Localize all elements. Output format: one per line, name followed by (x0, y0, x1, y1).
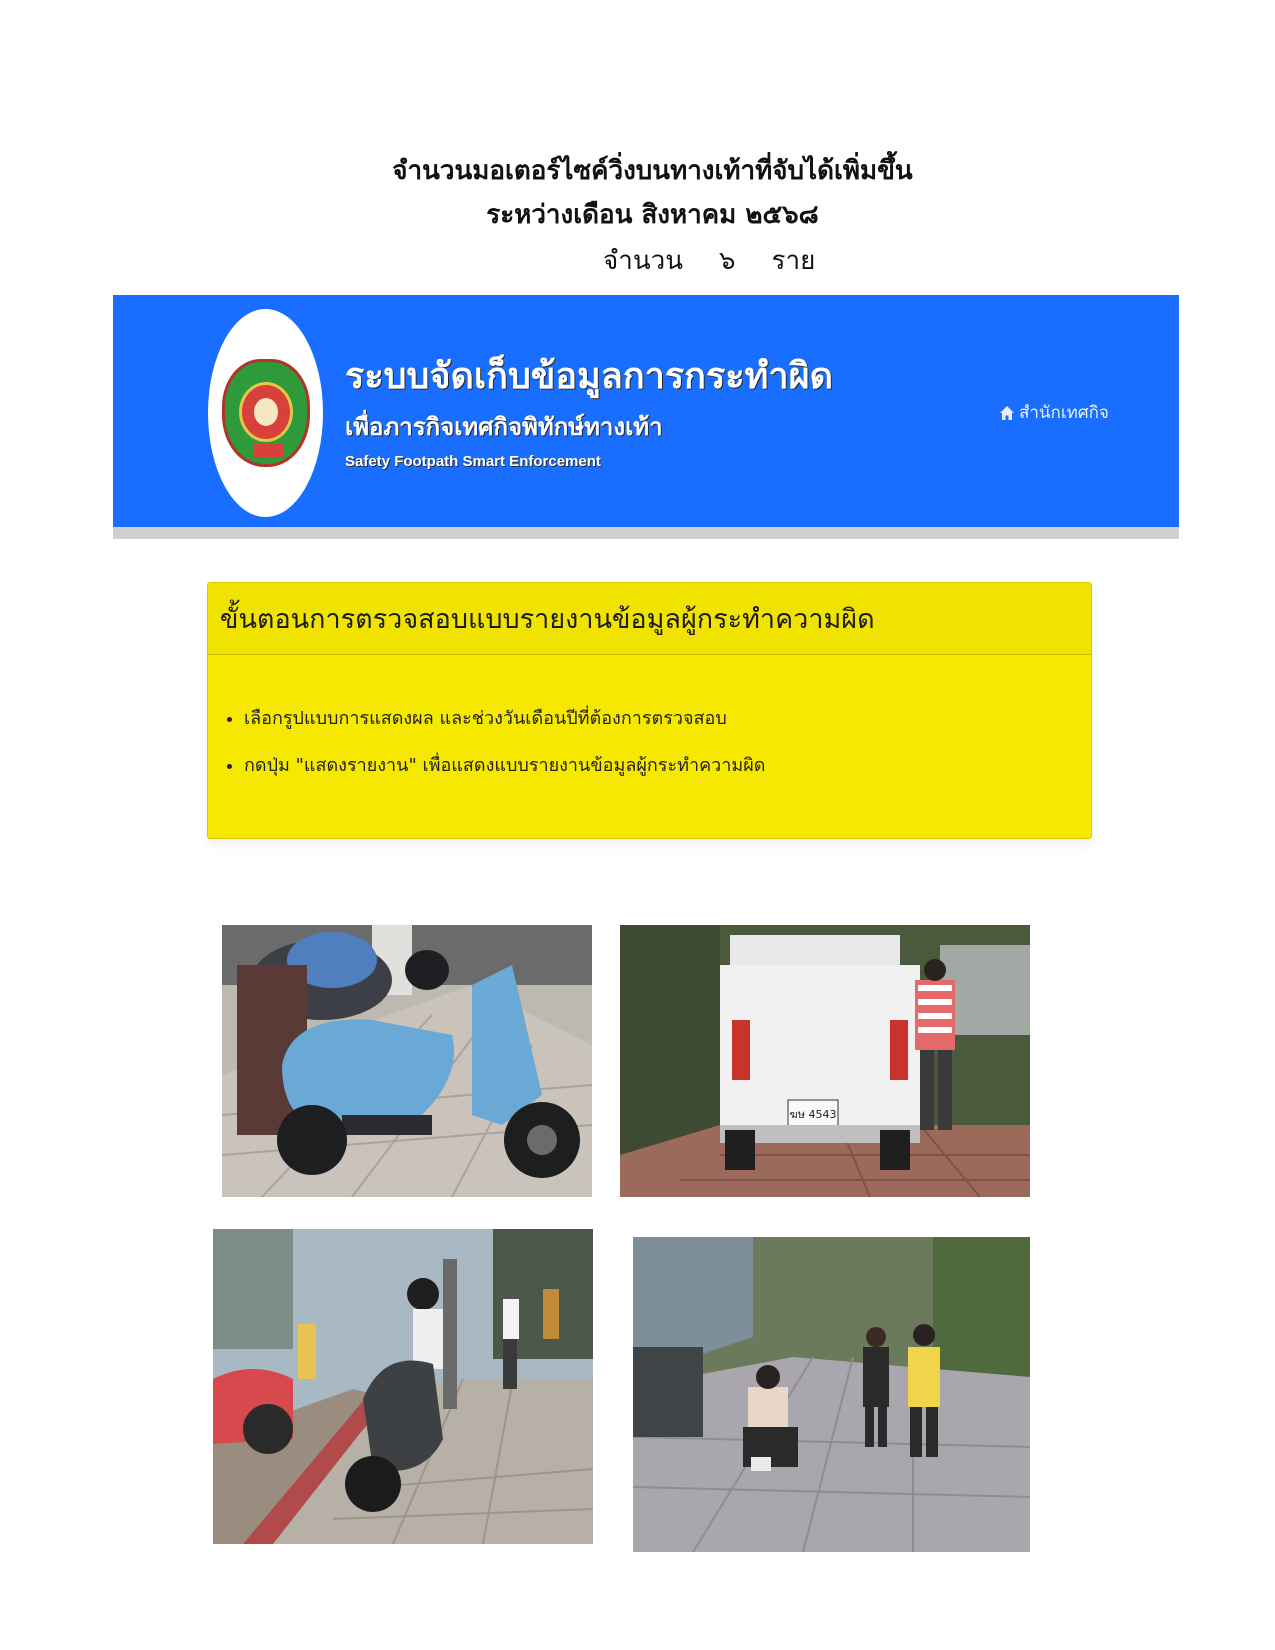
instruction-step: • กดปุ่ม "แสดงรายงาน" เพื่อแสดงแบบรายงานข้อมูลผู้กระทำความผิด (244, 750, 1091, 779)
bangkok-seal-icon (222, 359, 310, 467)
count-label: จำนวน (603, 246, 683, 276)
photo-pickup-truck (620, 925, 1030, 1197)
instruction-step: • เลือกรูปแบบการแสดงผล และช่วงวันเดือนปีที่ต้องการตรวจสอบ (244, 703, 1091, 732)
nav-link-label: สำนักเทศกิจ (1019, 403, 1109, 423)
photo-scooter-blue (222, 925, 592, 1197)
logo (208, 309, 323, 517)
banner-title: ระบบจัดเก็บข้อมูลการกระทำผิด (345, 356, 834, 397)
count-value: ๖ (718, 246, 736, 276)
document-subtitle: ระหว่างเดือน สิงหาคม ๒๕๖๘ (486, 200, 819, 230)
panel-heading: ขั้นตอนการตรวจสอบแบบรายงานข้อมูลผู้กระทำความผิด (208, 583, 1091, 655)
instruction-list (230, 703, 1091, 779)
license-plate: ฆษ 4543 (789, 1108, 837, 1121)
banner-english-name: Safety Footpath Smart Enforcement (345, 453, 601, 470)
count-unit: ราย (771, 246, 816, 276)
system-banner (113, 295, 1179, 539)
count-line (603, 240, 815, 281)
instructions-panel (207, 582, 1092, 839)
document-title: จำนวนมอเตอร์ไซค์วิ่งบนทางเท้าที่จับได้เพิ่มขึ้น (392, 156, 913, 186)
photo-scooter-sidewalk (633, 1237, 1030, 1552)
home-icon (999, 405, 1015, 421)
banner-subtitle: เพื่อภารกิจเทศกิจพิทักษ์ทางเท้า (345, 413, 663, 441)
photo-scooter-dark (213, 1229, 593, 1544)
nav-link-department[interactable] (999, 399, 1109, 426)
